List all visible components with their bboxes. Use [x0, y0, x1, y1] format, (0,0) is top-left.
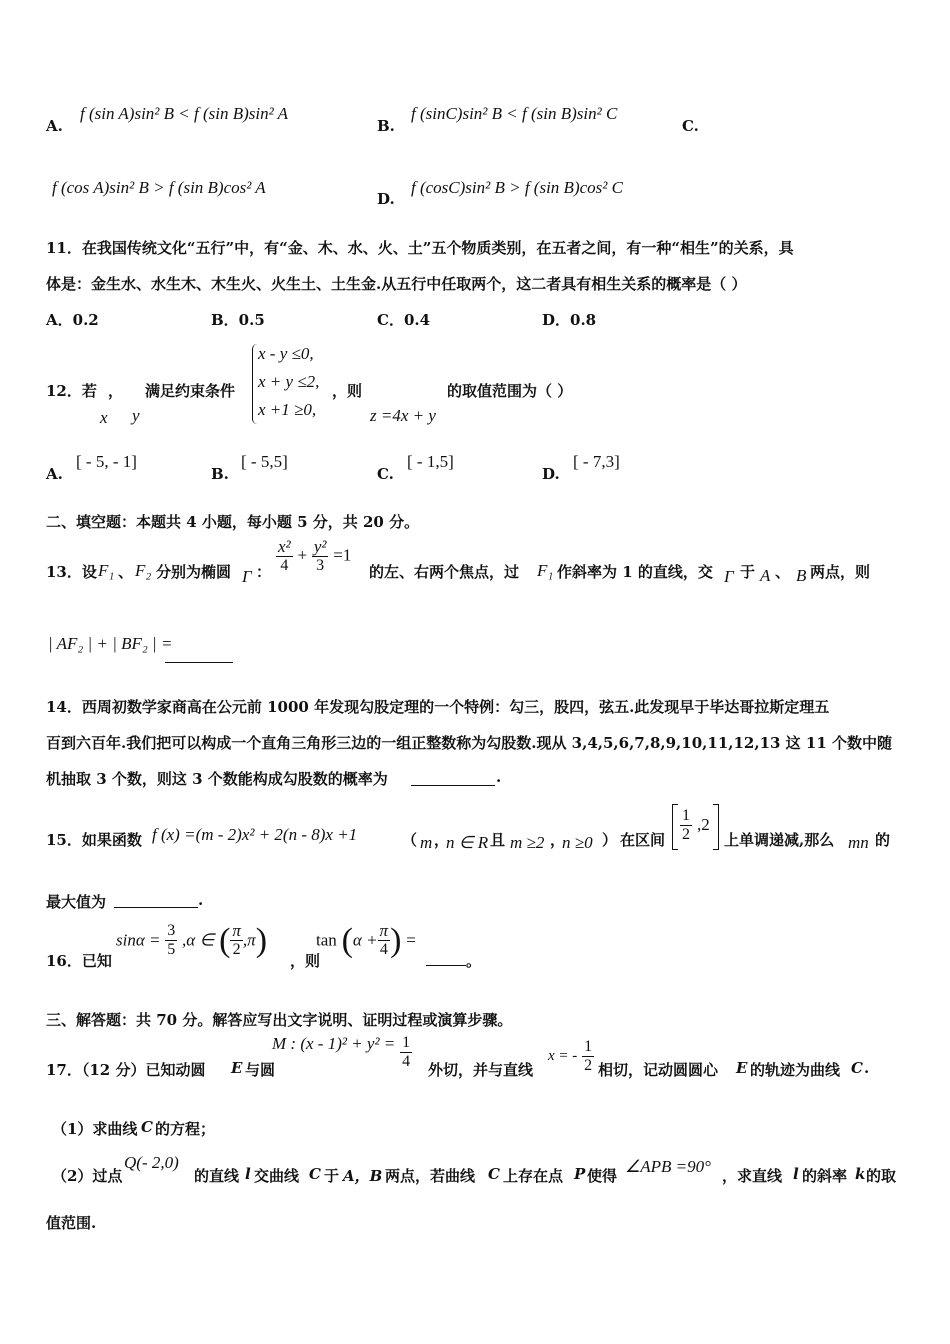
q15-text-1: 15．如果函数 [46, 831, 142, 849]
q13-text-3b: 作斜率为 1 的直线，交 [557, 563, 713, 581]
q12-mid: 满足约束条件 [145, 382, 236, 400]
q12-option-a-math: [ - 5, - 1] [76, 452, 137, 471]
q17-ab: A，B [343, 1167, 383, 1185]
q10-option-c-label: C. [682, 117, 699, 135]
q11-option-d: D．0.8 [542, 311, 597, 329]
q17-sub2-line3: 值范围. [46, 1214, 97, 1232]
q13-text-1: 13．设 [46, 563, 97, 581]
q17-text-1: 17．（12 分）已知动圆 [46, 1061, 206, 1079]
q12-tail: 的取值范围为（ ） [447, 382, 573, 400]
q12-constraint-3: x +1 ≥0, [258, 400, 317, 419]
q12-option-b-label: B. [211, 465, 229, 483]
q14-line1: 14．西周初数学家商高在公元前 1000 年发现勾股定理的一个特例：勾三，股四，弦五.此发现早于毕达哥拉斯定理五 [46, 698, 830, 716]
q10-option-d-math: f (cosC)sin² B > f (sin B)cos² C [411, 178, 623, 197]
q12-constraint-brace [252, 344, 257, 424]
q13-text-3: 的左、右两个焦点，过 [369, 563, 520, 581]
q12-option-c-math: [ - 1,5] [407, 452, 454, 471]
q10-option-a-label: A. [46, 117, 63, 135]
q17-angle: ∠APB =90° [625, 1157, 711, 1176]
q13-f2: F₂ [135, 561, 152, 580]
q13-text-6: 两点，则 [810, 563, 871, 581]
q15-end: . [198, 891, 204, 909]
q11-line1: 11．在我国传统文化“五行”中，有“金、木、水、火、土”五个物质类别，在五者之间，有一种“相生”的关系，具 [46, 239, 794, 257]
q12-option-d-math: [ - 7,3] [573, 452, 620, 471]
q13-frac-y: $\frac{\text{y²}}{3}$ [313, 537, 327, 574]
q17-sub1-c: C [141, 1118, 153, 1136]
q16-then: ，则 [290, 952, 321, 970]
q13-gamma-b: Γ [724, 567, 734, 586]
q14-line3: 机抽取 3 个数，则这 3 个数能构成勾股数的概率为 [46, 770, 388, 788]
q17-sub1-text: （1）求曲线 [52, 1120, 138, 1138]
q15-interval: $\frac{1}{2}$ ,2 [672, 804, 722, 848]
q13-text-4: 于 [740, 563, 756, 581]
q13-b: B [796, 566, 807, 585]
q15-paren-open: （ [402, 831, 418, 849]
q12-constraint-2: x + y ≤2, [258, 372, 320, 391]
q10-option-b-math: f (sinC)sin² B < f (sin B)sin² C [411, 104, 618, 123]
q13-answer-expr: | AF₂ | + | BF₂ | = [48, 634, 173, 653]
q12-prefix: 12．若 [46, 382, 97, 400]
q17-e2: E [736, 1059, 748, 1077]
q17-sub2-text-8: ，求直线 [722, 1167, 783, 1185]
q17-c2: C [309, 1165, 321, 1183]
q17-sub2-text-10: 的取 [866, 1167, 897, 1185]
q12-comma: ， [108, 382, 124, 400]
q16-end: 。 [466, 952, 482, 970]
q13-answer-blank[interactable] [165, 661, 233, 663]
q17-sub2-text-7: 使得 [587, 1167, 618, 1185]
q14-answer-blank[interactable] [411, 784, 495, 786]
q13-f1-b: F₁ [537, 561, 554, 580]
q12-option-a-label: A. [46, 465, 63, 483]
q17-p: P [574, 1165, 586, 1183]
q15-cond-m2: m ≥2 [510, 833, 545, 852]
q11-option-c: C．0.4 [377, 311, 431, 329]
q15-text-2: 在区间 [620, 831, 666, 849]
q13-f1: F₁ [98, 561, 115, 580]
q14-end: . [496, 768, 502, 786]
q13-sep: 、 [118, 563, 134, 581]
q13-a: A [760, 566, 771, 585]
q15-function: f (x) =(m - 2)x² + 2(n - 8)x +1 [152, 825, 358, 844]
q15-text-4: 的 [875, 831, 891, 849]
q17-sub2-text-4: 于 [324, 1167, 340, 1185]
q15-text-3: 上单调递减,那么 [724, 831, 835, 849]
q15-cond-n2: n ≥0 [562, 833, 593, 852]
q17-sub2-text-5: 两点，若曲线 [385, 1167, 476, 1185]
q13-colon: ： [256, 563, 272, 581]
q14-line2: 百到六百年.我们把可以构成一个直角三角形三边的一组正整数称为勾股数.现从 3,4,5,6,7,8,9,10,11,12,13 这 11 个数中随 [46, 734, 892, 752]
q17-sub2-text-2: 的直线 [194, 1167, 240, 1185]
q15-and: 且 [490, 831, 506, 849]
q15-paren-close: ） [602, 831, 618, 849]
q17-text-2: 与圆 [245, 1061, 276, 1079]
q12-option-d-label: D. [542, 465, 560, 483]
q12-constraint-1: x - y ≤0, [258, 344, 314, 363]
q17-circle-m: M : (x - 1)² + y² = $\frac{1}{4}$ [272, 1034, 411, 1070]
q17-sub2-text-1: （2）过点 [52, 1167, 123, 1185]
q17-end: . [864, 1059, 870, 1077]
q17-e: E [231, 1059, 243, 1077]
q13-ellipse-equation: $\frac{\text{x²}}{4}$ + $\frac{\text{y²}}{3}$ =1 [278, 537, 352, 574]
q12-z-expr: z =4x + y [370, 406, 436, 425]
q12-option-b-math: [ - 5,5] [241, 452, 288, 471]
q15-cond-m: m [420, 833, 433, 852]
q12-option-c-label: C. [377, 465, 394, 483]
q15-cond-sep2: ， [550, 831, 566, 849]
q11-option-b: B．0.5 [211, 311, 265, 329]
q13-text-2: 分别为椭圆 [156, 563, 232, 581]
section-2-heading: 二、填空题：本题共 4 小题，每小题 5 分，共 20 分。 [46, 513, 420, 531]
q10-option-b-label: B. [377, 117, 395, 135]
q17-l2: l [793, 1165, 799, 1183]
q10-option-a-math: f (sin A)sin² B < f (sin B)sin² A [80, 104, 289, 123]
section-3-heading: 三、解答题：共 70 分。解答应写出文字说明、证明过程或演算步骤。 [46, 1011, 513, 1029]
q17-text-5: 的轨迹为曲线 [750, 1061, 841, 1079]
q15-mn: mn [848, 833, 869, 852]
q12-then: ，则 [332, 382, 363, 400]
q17-l: l [245, 1165, 251, 1183]
q15-cond-n: n ∈ R [446, 833, 489, 852]
q16-answer-blank[interactable] [426, 964, 466, 966]
q17-k: k [855, 1165, 866, 1183]
q13-gamma: Γ [242, 567, 252, 586]
q17-text-4: 相切，记动圆圆心 [598, 1061, 719, 1079]
q13-frac-x: $\frac{\text{x²}}{4}$ [278, 537, 291, 574]
q16-sin-condition: sinα = $\frac{3}{5}$ ,α ∈ ( $\frac{\pi}{2}$ ,π) [116, 921, 268, 959]
q17-point-q: Q(- 2,0) [124, 1153, 179, 1172]
q12-var-x: x [100, 408, 108, 427]
q16-tan-expression: tan (α + $\frac{\pi}{4}$ ) = [316, 921, 416, 959]
q15-cond-sep: ， [434, 831, 450, 849]
q15-line2: 最大值为 [46, 893, 107, 911]
q17-line-x: x = - $\frac{1}{2}$ [548, 1038, 593, 1074]
q17-c3: C [488, 1165, 500, 1183]
q11-line2: 体是：金生水、水生木、木生火、火生土、土生金.从五行中任取两个，这二者具有相生关系的概率是（ ） [46, 275, 747, 293]
q12-var-y: y [132, 406, 140, 425]
q16-text-1: 16．已知 [46, 952, 112, 970]
q11-option-a: A．0.2 [46, 311, 99, 329]
q17-sub1-end: 的方程； [155, 1120, 216, 1138]
q17-c: C [851, 1059, 863, 1077]
q17-sub2-text-6: 上存在点 [503, 1167, 564, 1185]
q17-sub2-text-9: 的斜率 [802, 1167, 848, 1185]
q15-answer-blank[interactable] [114, 906, 198, 908]
q17-text-3: 外切，并与直线 [428, 1061, 534, 1079]
q13-text-5: 、 [775, 563, 791, 581]
q10-option-c-math: f (cos A)sin² B > f (sin B)cos² A [52, 178, 266, 197]
q17-sub2-text-3: 交曲线 [254, 1167, 300, 1185]
q10-option-d-label: D. [377, 190, 395, 208]
